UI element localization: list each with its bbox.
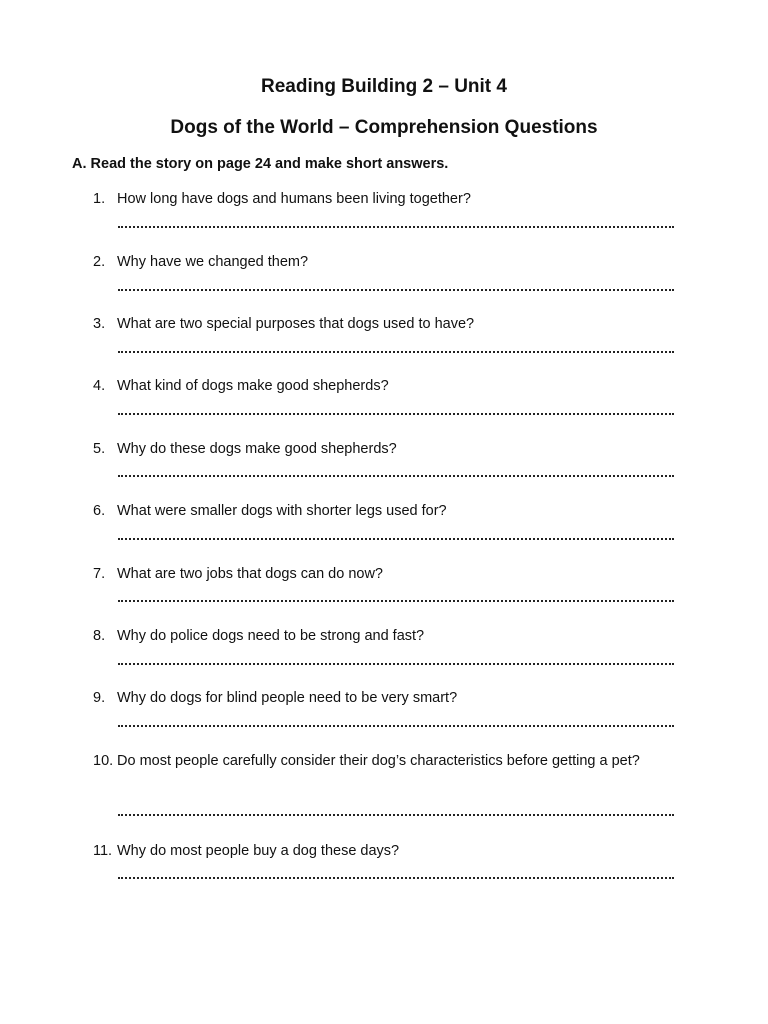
question-number: 6. [93,503,106,519]
question-number: 7. [93,566,106,582]
question-2 [93,249,683,276]
question-8 [93,623,683,650]
question-text: Why do police dogs need to be strong and fast? [117,628,425,644]
answer-line-9[interactable] [118,725,674,727]
answer-line-6[interactable] [118,538,674,540]
answer-line-2[interactable] [118,289,674,291]
answer-line-3[interactable] [118,351,674,353]
page-subtitle: Dogs of the World – Comprehension Questions [170,117,598,138]
question-10 [93,748,683,775]
question-3 [93,311,683,338]
question-number: 9. [93,690,106,706]
question-text: Why do most people buy a dog these days? [117,843,400,859]
question-text: Why do dogs for blind people need to be very smart? [117,690,458,706]
question-text: What were smaller dogs with shorter legs used for? [117,503,447,519]
question-number: 8. [93,628,106,644]
answer-line-4[interactable] [118,413,674,415]
question-text: How long have dogs and humans been living together? [117,191,471,207]
answer-line-1[interactable] [118,226,674,228]
question-7 [93,561,683,588]
question-text: What are two jobs that dogs can do now? [117,566,383,582]
question-number: 2. [93,254,106,270]
question-9 [93,685,683,712]
page-title: Reading Building 2 – Unit 4 [261,76,507,97]
question-text: Why do these dogs make good shepherds? [117,441,397,457]
question-text: Do most people carefully consider their dog’s characteristics before getting a pet? [117,753,640,769]
question-1 [93,186,683,213]
question-11 [93,838,683,865]
answer-line-7[interactable] [118,600,674,602]
question-number: 11. [93,843,113,859]
question-text: Why have we changed them? [117,254,309,270]
answer-line-10[interactable] [118,814,674,816]
question-number: 3. [93,316,106,332]
question-6 [93,498,683,525]
question-number: 10. [93,753,114,769]
question-4 [93,373,683,400]
section-a-instructions: A. Read the story on page 24 and make short answers. [72,156,449,172]
answer-line-5[interactable] [118,475,674,477]
question-number: 5. [93,441,106,457]
question-number: 4. [93,378,106,394]
answer-line-11[interactable] [118,877,674,879]
question-number: 1. [93,191,106,207]
question-5 [93,436,683,463]
question-text: What kind of dogs make good shepherds? [117,378,389,394]
answer-line-8[interactable] [118,663,674,665]
question-text: What are two special purposes that dogs used to have? [117,316,475,332]
